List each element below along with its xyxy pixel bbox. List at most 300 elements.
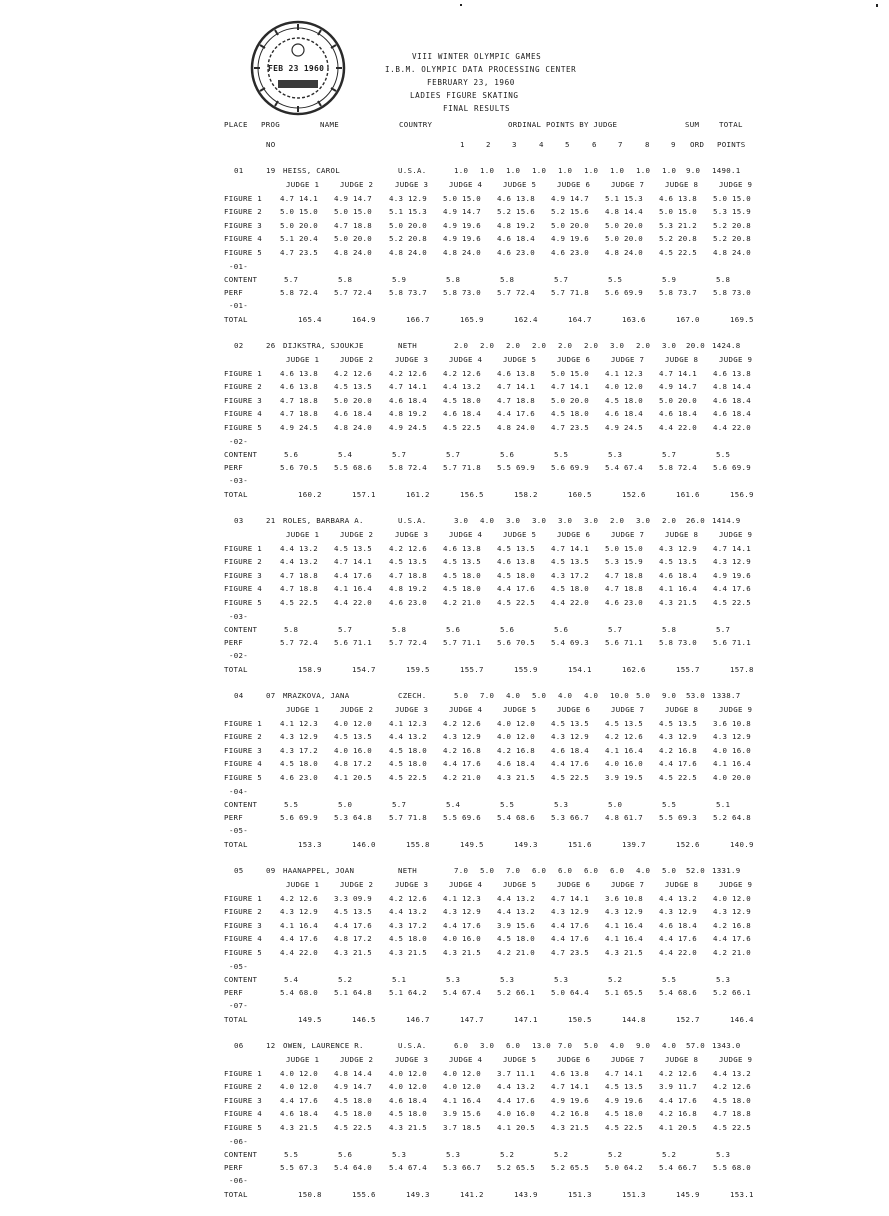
figure-score: 5.3 15.9 <box>713 207 751 217</box>
figure-score: 4.7 18.8 <box>605 584 643 594</box>
figure-score: 4.7 14.1 <box>659 369 697 378</box>
judge-label: JUDGE 9 <box>719 180 753 189</box>
total-points: 1331.9 <box>712 866 741 875</box>
perf-score: 5.6 69.9 <box>605 288 643 297</box>
skater-country: U.S.A. <box>398 516 427 525</box>
skater-place: 01 <box>234 166 244 175</box>
figure-score: 4.3 12.9 <box>551 732 589 742</box>
judge-total: 161.2 <box>406 490 430 499</box>
figure-score: 4.3 21.5 <box>605 947 643 957</box>
ordinal-cell: 4.0 <box>662 1041 677 1050</box>
judge-total: 153.1 <box>730 1190 754 1199</box>
figure-score: 4.8 24.0 <box>497 422 535 432</box>
judge-label: JUDGE 1 <box>286 180 320 189</box>
skater-place: 02 <box>234 341 244 350</box>
figure-score: 4.3 21.5 <box>389 1122 427 1132</box>
judge-total: 160.2 <box>298 490 322 499</box>
judge-label: JUDGE 4 <box>449 355 483 364</box>
perf-score: 5.2 65.5 <box>497 1163 535 1172</box>
judge-label: JUDGE 3 <box>395 880 429 889</box>
figure-score: 4.4 13.2 <box>389 907 427 917</box>
figure-score: 4.8 17.2 <box>334 759 372 769</box>
judge-label: JUDGE 8 <box>665 1055 699 1064</box>
judge-label: JUDGE 4 <box>449 530 483 539</box>
content-score: 5.6 <box>554 625 569 634</box>
figure-score: 4.6 18.4 <box>443 409 481 419</box>
figure-score: 4.5 13.5 <box>334 732 372 742</box>
skater-name: OWEN, LAURENCE R. <box>283 1041 364 1050</box>
ordinal-cell: 10.0 <box>610 691 629 700</box>
perf-score: 5.7 72.4 <box>334 288 372 297</box>
figure-score: 4.1 20.5 <box>497 1122 535 1132</box>
col-place: PLACE <box>224 120 248 129</box>
figure-score: 4.8 24.0 <box>334 422 372 432</box>
content-score: 5.7 <box>554 275 569 284</box>
content-score: 5.6 <box>500 625 515 634</box>
judge-label: JUDGE 8 <box>665 355 699 364</box>
figure-score: 4.5 22.5 <box>551 772 589 782</box>
figure-score: 4.4 13.2 <box>659 894 697 903</box>
figure-label: FIGURE 2 <box>224 732 262 742</box>
ordinal-cell: 7.0 <box>558 1041 573 1050</box>
judge-label: JUDGE 1 <box>286 355 320 364</box>
content-score: 5.9 <box>392 275 407 284</box>
figure-score: 4.2 12.6 <box>389 369 427 378</box>
figure-score: 4.6 13.8 <box>497 557 535 567</box>
figure-score: 4.5 18.0 <box>280 759 318 769</box>
figure-score: 4.6 18.4 <box>551 745 589 755</box>
figure-score: 4.2 16.8 <box>713 920 751 930</box>
col-ord: ORD <box>690 140 705 149</box>
figure-score: 5.0 15.0 <box>280 207 318 217</box>
figure-score: 4.6 18.4 <box>389 1095 427 1105</box>
figure-score: 4.3 12.9 <box>713 907 751 917</box>
figure-score: 4.4 22.0 <box>334 597 372 607</box>
figure-score: 4.4 22.0 <box>659 422 697 432</box>
figure-score: 5.1 20.4 <box>280 234 318 244</box>
figure-score: 4.3 21.5 <box>497 772 535 782</box>
figure-score: 4.5 13.5 <box>551 557 589 567</box>
perf-score: 5.4 68.6 <box>659 988 697 997</box>
content-score: 5.6 <box>500 450 515 459</box>
figure-score: 4.0 12.0 <box>334 719 372 728</box>
figure-score: 4.3 12.9 <box>443 907 481 917</box>
figure-score: 5.1 15.3 <box>389 207 427 217</box>
figure-score: 4.5 13.5 <box>443 557 481 567</box>
figure-score: 4.2 12.6 <box>713 1082 751 1092</box>
figure-score: 4.5 13.5 <box>389 557 427 567</box>
figure-score: 4.0 16.0 <box>497 1109 535 1119</box>
figure-score: 4.2 16.8 <box>551 1109 589 1119</box>
content-score: 5.7 <box>446 450 461 459</box>
perf-score: 5.7 72.4 <box>280 638 318 647</box>
figure-score: 4.6 18.4 <box>497 234 535 244</box>
figure-score: 5.1 15.3 <box>605 194 643 203</box>
judge-total: 147.7 <box>460 1015 484 1024</box>
ordinal-cell: 13.0 <box>532 1041 551 1050</box>
col-total: TOTAL <box>719 120 743 129</box>
figure-score: 4.0 12.0 <box>443 1082 481 1092</box>
figure-score: 4.9 19.6 <box>443 220 481 230</box>
figure-score: 4.5 22.5 <box>605 1122 643 1132</box>
figure-score: 5.0 15.0 <box>551 369 589 378</box>
perf-score: 5.5 68.6 <box>334 463 372 472</box>
total-points: 1343.0 <box>712 1041 741 1050</box>
ordinal-cell: 3.0 <box>480 1041 495 1050</box>
judge-total: 162.6 <box>622 665 646 674</box>
figure-score: 4.8 14.4 <box>605 207 643 217</box>
judge-label: JUDGE 2 <box>340 355 374 364</box>
figure-score: 4.5 18.0 <box>389 745 427 755</box>
figure-score: 4.3 12.9 <box>551 907 589 917</box>
judge-label: JUDGE 1 <box>286 1055 320 1064</box>
content-score: 5.3 <box>554 800 569 809</box>
judge-total: 155.7 <box>460 665 484 674</box>
sum-ordinals: 52.0 <box>686 866 705 875</box>
figures-rank: -06- <box>229 1137 248 1146</box>
figure-score: 5.2 20.8 <box>713 220 751 230</box>
figure-score: 4.9 24.5 <box>280 422 318 432</box>
figure-score: 5.0 20.0 <box>605 220 643 230</box>
ordinal-cell: 1.0 <box>454 166 469 175</box>
ordinal-cell: 5.0 <box>584 1041 599 1050</box>
figure-score: 4.2 16.8 <box>659 745 697 755</box>
judge-label: JUDGE 8 <box>665 530 699 539</box>
figure-score: 5.0 20.0 <box>551 220 589 230</box>
judge-total: 150.5 <box>568 1015 592 1024</box>
figures-rank: -05- <box>229 962 248 971</box>
judge-total: 165.9 <box>460 315 484 324</box>
figure-score: 5.0 20.0 <box>334 234 372 244</box>
figure-score: 4.4 17.6 <box>713 934 751 944</box>
content-score: 5.7 <box>716 625 731 634</box>
figure-score: 4.5 18.0 <box>551 584 589 594</box>
perf-score: 5.6 70.5 <box>280 463 318 472</box>
ordinal-cell: 4.0 <box>636 866 651 875</box>
col-sum: SUM <box>685 120 700 129</box>
col-prog: PROG <box>261 120 280 129</box>
judge-total: 149.5 <box>298 1015 322 1024</box>
figure-score: 4.4 17.6 <box>551 920 589 930</box>
perf-score: 4.8 61.7 <box>605 813 643 822</box>
figure-score: 4.5 13.5 <box>497 544 535 553</box>
figure-score: 4.6 18.4 <box>713 409 751 419</box>
figure-label: FIGURE 1 <box>224 1069 262 1078</box>
total-label: TOTAL <box>224 840 248 849</box>
perf-score: 5.8 72.4 <box>389 463 427 472</box>
skater-name: DIJKSTRA, SJOUKJE <box>283 341 364 350</box>
figure-score: 4.4 17.6 <box>551 759 589 769</box>
content-score: 5.5 <box>662 800 677 809</box>
figure-score: 4.6 18.4 <box>659 920 697 930</box>
figure-label: FIGURE 4 <box>224 759 262 769</box>
figure-score: 4.7 18.8 <box>280 584 318 594</box>
col-ordinal-points: ORDINAL POINTS BY JUDGE <box>508 120 618 129</box>
ordinal-cell: 6.0 <box>506 1041 521 1050</box>
content-label: CONTENT <box>224 625 258 634</box>
content-score: 5.7 <box>338 625 353 634</box>
header-line: FEBRUARY 23, 1960 <box>427 78 515 87</box>
figure-score: 4.4 17.6 <box>659 1095 697 1105</box>
figure-score: 4.7 14.1 <box>551 894 589 903</box>
figure-score: 4.3 12.9 <box>713 557 751 567</box>
stamp-date: FEB 23 1960 <box>268 64 325 73</box>
figure-score: 3.6 10.8 <box>605 894 643 903</box>
judge-total: 146.5 <box>352 1015 376 1024</box>
figure-score: 4.6 23.0 <box>389 597 427 607</box>
figure-score: 4.3 12.9 <box>605 907 643 917</box>
ordinal-cell: 3.0 <box>584 516 599 525</box>
figure-score: 5.0 20.0 <box>551 395 589 405</box>
figure-label: FIGURE 5 <box>224 247 262 257</box>
figure-score: 4.7 18.8 <box>605 570 643 580</box>
skater-place: 03 <box>234 516 244 525</box>
ordinal-cell: 4.0 <box>584 691 599 700</box>
figure-score: 4.1 16.4 <box>605 745 643 755</box>
skater-country: U.S.A. <box>398 166 427 175</box>
judge-label: JUDGE 6 <box>557 180 591 189</box>
perf-score: 5.6 69.9 <box>713 463 751 472</box>
judge-label: JUDGE 1 <box>286 530 320 539</box>
figure-score: 4.7 14.1 <box>713 544 751 553</box>
judge-total: 155.7 <box>676 665 700 674</box>
header-line: LADIES FIGURE SKATING <box>410 91 519 100</box>
figure-score: 4.0 16.0 <box>713 745 751 755</box>
ordinal-cell: 3.0 <box>558 516 573 525</box>
figure-label: FIGURE 5 <box>224 1122 262 1132</box>
figure-score: 4.9 19.6 <box>443 234 481 244</box>
content-score: 5.2 <box>338 975 353 984</box>
figure-score: 4.3 17.2 <box>280 745 318 755</box>
ordinal-cell: 2.0 <box>584 341 599 350</box>
figure-score: 4.4 17.6 <box>551 934 589 944</box>
figure-score: 4.7 18.8 <box>280 409 318 419</box>
judge-label: JUDGE 1 <box>286 880 320 889</box>
figure-score: 4.3 12.9 <box>443 732 481 742</box>
figures-rank: -03- <box>229 612 248 621</box>
free-skating-rank: -01- <box>229 301 248 310</box>
sum-ordinals: 53.0 <box>686 691 705 700</box>
skater-place: 05 <box>234 866 244 875</box>
figure-score: 4.6 23.0 <box>551 247 589 257</box>
sum-ordinals: 9.0 <box>686 166 701 175</box>
figure-score: 5.2 20.8 <box>713 234 751 244</box>
figure-score: 4.6 13.8 <box>443 544 481 553</box>
figure-score: 3.9 15.6 <box>443 1109 481 1119</box>
sum-ordinals: 26.0 <box>686 516 705 525</box>
figure-score: 4.1 12.3 <box>443 894 481 903</box>
figure-score: 4.2 21.0 <box>443 772 481 782</box>
content-score: 5.2 <box>608 1150 623 1159</box>
judge-total: 149.3 <box>514 840 538 849</box>
content-score: 5.3 <box>554 975 569 984</box>
figure-score: 4.2 16.8 <box>443 745 481 755</box>
ordinal-cell: 1.0 <box>662 166 677 175</box>
perf-label: PERF <box>224 1163 243 1172</box>
skater-name: MRAZKOVA, JANA <box>283 691 350 700</box>
judge-total: 140.9 <box>730 840 754 849</box>
judge-label: JUDGE 4 <box>449 1055 483 1064</box>
figure-score: 4.0 12.0 <box>605 382 643 392</box>
judge-total: 163.6 <box>622 315 646 324</box>
figure-score: 4.5 22.5 <box>389 772 427 782</box>
judge-label: JUDGE 9 <box>719 880 753 889</box>
ordinal-cell: 2.0 <box>636 341 651 350</box>
figure-score: 4.1 16.4 <box>280 920 318 930</box>
ordinal-cell: 7.0 <box>454 866 469 875</box>
total-label: TOTAL <box>224 315 248 324</box>
figure-score: 4.4 13.2 <box>497 907 535 917</box>
figure-score: 4.8 14.4 <box>713 382 751 392</box>
figure-score: 5.0 15.0 <box>713 194 751 203</box>
figure-score: 4.5 18.0 <box>334 1109 372 1119</box>
figures-rank: -02- <box>229 437 248 446</box>
judge-total: 155.9 <box>514 665 538 674</box>
figure-score: 4.1 16.4 <box>334 584 372 594</box>
figure-score: 4.4 17.6 <box>659 934 697 944</box>
figure-score: 4.4 17.6 <box>280 1095 318 1105</box>
figure-score: 4.7 14.1 <box>605 1069 643 1078</box>
judge-label: JUDGE 7 <box>611 180 645 189</box>
ordinal-cell: 4.0 <box>610 1041 625 1050</box>
figure-score: 4.1 12.3 <box>280 719 318 728</box>
col-judge-number: 3 <box>512 140 517 149</box>
figure-score: 5.0 15.0 <box>659 207 697 217</box>
ordinal-cell: 5.0 <box>532 691 547 700</box>
figure-score: 4.6 13.8 <box>280 382 318 392</box>
judge-total: 164.7 <box>568 315 592 324</box>
judge-label: JUDGE 3 <box>395 355 429 364</box>
figure-score: 4.8 24.0 <box>605 247 643 257</box>
figure-label: FIGURE 1 <box>224 194 262 203</box>
skater-name: HAANAPPEL, JOAN <box>283 866 355 875</box>
content-score: 5.8 <box>284 625 299 634</box>
judge-total: 157.8 <box>730 665 754 674</box>
ordinal-cell: 9.0 <box>662 691 677 700</box>
judge-label: JUDGE 3 <box>395 180 429 189</box>
judge-total: 151.3 <box>568 1190 592 1199</box>
perf-score: 5.1 64.2 <box>389 988 427 997</box>
perf-score: 5.8 72.4 <box>659 463 697 472</box>
perf-score: 5.6 70.5 <box>497 638 535 647</box>
figure-score: 4.4 17.6 <box>443 759 481 769</box>
figure-score: 4.5 18.0 <box>713 1095 751 1105</box>
figure-score: 4.2 12.6 <box>443 369 481 378</box>
judge-total: 141.2 <box>460 1190 484 1199</box>
figure-score: 4.6 13.8 <box>659 194 697 203</box>
judge-total: 145.9 <box>676 1190 700 1199</box>
figure-label: FIGURE 2 <box>224 557 262 567</box>
judge-total: 165.4 <box>298 315 322 324</box>
perf-score: 5.4 67.4 <box>605 463 643 472</box>
col-no: NO <box>266 140 276 149</box>
judge-total: 147.1 <box>514 1015 538 1024</box>
skater-prog: 26 <box>266 341 276 350</box>
sum-ordinals: 20.0 <box>686 341 705 350</box>
figure-label: FIGURE 3 <box>224 220 262 230</box>
perf-score: 5.8 73.0 <box>713 288 751 297</box>
perf-score: 5.6 69.9 <box>551 463 589 472</box>
total-label: TOTAL <box>224 1015 248 1024</box>
judge-total: 150.8 <box>298 1190 322 1199</box>
col-judge-number: 8 <box>645 140 650 149</box>
figure-label: FIGURE 1 <box>224 544 262 553</box>
ordinal-cell: 2.0 <box>532 341 547 350</box>
judge-label: JUDGE 6 <box>557 1055 591 1064</box>
perf-score: 5.8 73.0 <box>443 288 481 297</box>
skater-place: 06 <box>234 1041 244 1050</box>
content-score: 5.8 <box>500 275 515 284</box>
judge-label: JUDGE 1 <box>286 705 320 714</box>
judge-total: 157.1 <box>352 490 376 499</box>
figure-score: 4.7 14.1 <box>551 544 589 553</box>
ordinal-cell: 6.0 <box>558 866 573 875</box>
figure-score: 4.0 12.0 <box>280 1069 318 1078</box>
perf-score: 5.4 67.4 <box>443 988 481 997</box>
figure-score: 4.6 18.4 <box>334 409 372 419</box>
figure-score: 4.2 16.8 <box>497 745 535 755</box>
content-score: 5.8 <box>338 275 353 284</box>
figure-score: 4.5 18.0 <box>334 1095 372 1105</box>
figure-score: 4.5 22.5 <box>334 1122 372 1132</box>
content-label: CONTENT <box>224 1150 258 1159</box>
figure-score: 4.8 19.2 <box>389 584 427 594</box>
judge-total: 143.9 <box>514 1190 538 1199</box>
header-line: FINAL RESULTS <box>443 104 511 113</box>
judge-total: 153.3 <box>298 840 322 849</box>
judge-total: 152.7 <box>676 1015 700 1024</box>
figure-score: 4.2 12.6 <box>389 894 427 903</box>
judge-total: 162.4 <box>514 315 538 324</box>
figure-score: 3.9 11.7 <box>659 1082 697 1092</box>
figure-score: 4.6 23.0 <box>605 597 643 607</box>
ordinal-cell: 7.0 <box>480 691 495 700</box>
figure-score: 4.4 13.2 <box>443 382 481 392</box>
figure-score: 4.0 12.0 <box>389 1069 427 1078</box>
ordinal-cell: 6.0 <box>454 1041 469 1050</box>
figure-score: 4.6 13.8 <box>497 369 535 378</box>
judge-total: 158.9 <box>298 665 322 674</box>
judge-label: JUDGE 9 <box>719 530 753 539</box>
skater-prog: 21 <box>266 516 276 525</box>
figure-score: 4.4 17.6 <box>334 570 372 580</box>
judge-total: 146.7 <box>406 1015 430 1024</box>
figure-score: 4.7 18.8 <box>389 570 427 580</box>
figure-label: FIGURE 2 <box>224 207 262 217</box>
figure-score: 5.0 20.0 <box>605 234 643 244</box>
figure-score: 4.4 22.0 <box>551 597 589 607</box>
perf-score: 5.7 71.1 <box>443 638 481 647</box>
col-judge-number: 4 <box>539 140 544 149</box>
perf-score: 5.5 69.9 <box>497 463 535 472</box>
judge-label: JUDGE 3 <box>395 705 429 714</box>
judge-total: 152.6 <box>676 840 700 849</box>
figure-score: 4.4 13.2 <box>280 544 318 553</box>
perf-score: 5.5 69.3 <box>659 813 697 822</box>
total-points: 1490.1 <box>712 166 741 175</box>
judge-total: 159.5 <box>406 665 430 674</box>
judge-label: JUDGE 6 <box>557 705 591 714</box>
figure-score: 4.1 16.4 <box>659 584 697 594</box>
figure-score: 4.2 21.0 <box>443 597 481 607</box>
perf-score: 5.8 73.0 <box>659 638 697 647</box>
figure-score: 4.4 17.6 <box>497 1095 535 1105</box>
ordinal-cell: 6.0 <box>584 866 599 875</box>
perf-score: 5.2 65.5 <box>551 1163 589 1172</box>
ordinal-cell: 1.0 <box>558 166 573 175</box>
figure-score: 4.5 22.5 <box>713 1122 751 1132</box>
figure-score: 3.7 11.1 <box>497 1069 535 1078</box>
